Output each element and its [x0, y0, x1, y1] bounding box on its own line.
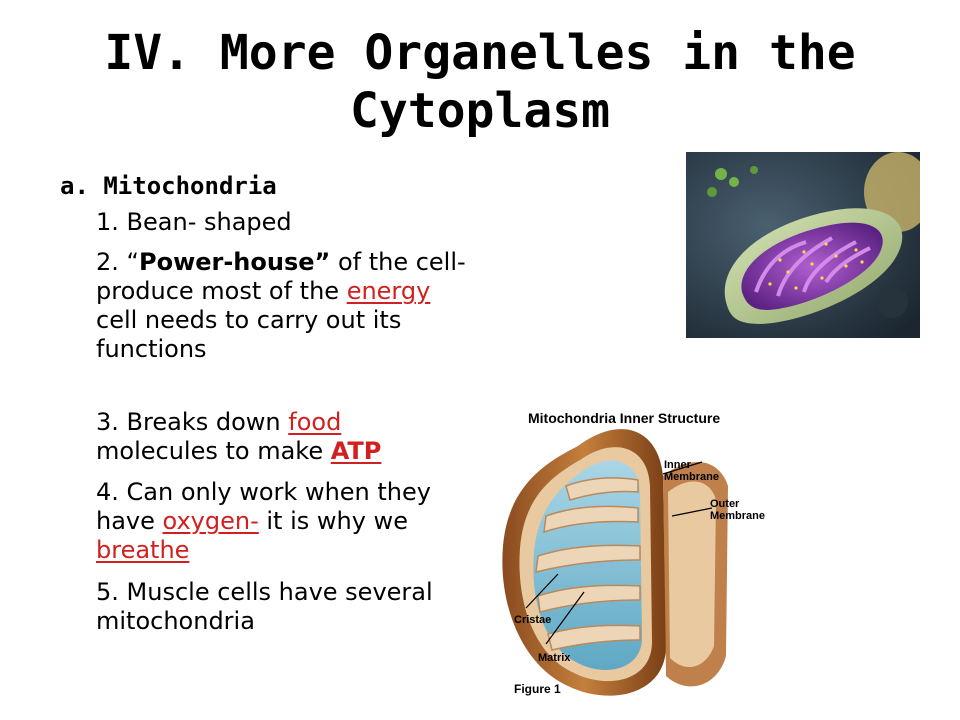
list-item-1 [96, 208, 466, 237]
label-outer-membrane [710, 498, 765, 522]
mitochondrion-photo [686, 152, 920, 338]
item-number: 5. [96, 578, 119, 606]
keyword-food: food [288, 408, 342, 436]
item-number: 1. [96, 208, 119, 236]
label-inner-line2: Membrane [664, 471, 720, 483]
list-item-2 [96, 248, 466, 364]
title-line-1: IV. More Organelles in the [104, 25, 856, 81]
diagram-title: Mitochondria Inner Structure [528, 410, 721, 426]
label-cristae: Cristae [514, 614, 552, 626]
item-text: Breaks down [126, 408, 289, 436]
figure-caption: Figure 1 [514, 682, 561, 696]
item-number: 3. [96, 408, 119, 436]
label-matrix: Matrix [538, 652, 571, 664]
item-text-2: molecules to make [96, 437, 331, 465]
label-inner-membrane [664, 459, 719, 483]
label-outer-line1: Outer [710, 498, 740, 510]
title-line-2: Cytoplasm [349, 83, 611, 139]
keyword-breathe: breathe [96, 536, 190, 564]
list-item-5 [96, 578, 466, 636]
mitochondria-diagram [488, 396, 788, 714]
item-number: 4. [96, 478, 119, 506]
keyword-oxygen: oxygen- [162, 507, 259, 535]
item-text: of the cell- produce most of the [96, 248, 466, 305]
item-text: Muscle cells have several mitochondria [96, 578, 433, 635]
keyword-atp: ATP [330, 437, 382, 465]
item-text-2: it is why we [258, 507, 408, 535]
item-text: Can only work when they have [96, 478, 431, 535]
item-bold: Power-house” [138, 248, 331, 276]
quote-open: “ [126, 248, 139, 276]
label-outer-line2: Membrane [710, 510, 766, 522]
list-item-4 [96, 478, 466, 565]
keyword-energy: energy [346, 277, 431, 305]
label-inner-line1: Inner [664, 459, 691, 471]
item-number: 2. [96, 248, 119, 276]
slide-title [40, 24, 920, 140]
item-text: Bean- shaped [126, 208, 292, 236]
list-item-3 [96, 408, 466, 466]
section-heading: a. Mitochondria [60, 172, 277, 200]
item-text-2: cell needs to carry out its functions [96, 306, 402, 363]
